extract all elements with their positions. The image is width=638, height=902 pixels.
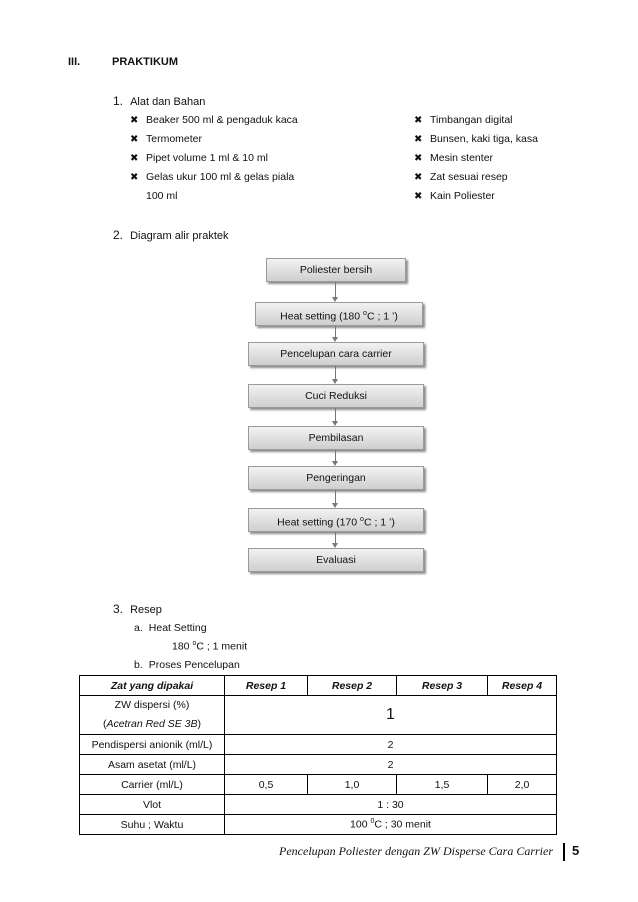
flow-step-poliester-bersih: Poliester bersih bbox=[266, 258, 406, 282]
list-item-continuation: 100 ml bbox=[146, 190, 178, 202]
x-mark-icon: ✖ bbox=[414, 134, 423, 145]
footer-divider bbox=[563, 843, 565, 861]
flow-arrow bbox=[335, 490, 336, 503]
flow-step-pembilasan: Pembilasan bbox=[248, 426, 424, 450]
table-header: Resep 1 bbox=[225, 676, 308, 696]
list-item: ✖ Timbangan digital bbox=[414, 114, 513, 126]
diagram-heading bbox=[113, 228, 229, 242]
table-cell: 1,0 bbox=[308, 775, 397, 795]
diagram-title: Diagram alir praktek bbox=[130, 230, 229, 242]
flow-step-heat-setting-180: Heat setting (180 $^o$C ; 1 ’) bbox=[255, 302, 423, 326]
arrow-down-icon bbox=[332, 337, 338, 342]
x-mark-icon: ✖ bbox=[414, 115, 423, 126]
table-cell: 0,5 bbox=[225, 775, 308, 795]
diagram-number: 2. bbox=[113, 228, 124, 242]
arrow-down-icon bbox=[332, 543, 338, 548]
alat-heading bbox=[113, 94, 205, 108]
table-cell: 1,5 bbox=[397, 775, 488, 795]
x-mark-icon: ✖ bbox=[414, 191, 423, 202]
table-row bbox=[80, 815, 557, 835]
list-item: ✖ Kain Poliester bbox=[414, 190, 495, 202]
table-header: Resep 4 bbox=[488, 676, 557, 696]
table-header: Resep 3 bbox=[397, 676, 488, 696]
table-row bbox=[80, 735, 557, 755]
resep-a-value: 180 $^o$C ; 1 menit bbox=[172, 640, 248, 653]
arrow-down-icon bbox=[332, 503, 338, 508]
table-cell: Asam asetat (ml/L) bbox=[80, 755, 225, 775]
arrow-down-icon bbox=[332, 461, 338, 466]
x-mark-icon: ✖ bbox=[130, 115, 139, 126]
x-mark-icon: ✖ bbox=[414, 153, 423, 164]
resep-title: Resep bbox=[130, 604, 162, 616]
table-cell: 2 bbox=[225, 735, 557, 755]
list-item: ✖ Gelas ukur 100 ml & gelas piala bbox=[130, 171, 295, 183]
table-cell: 1 : 30 bbox=[225, 795, 557, 815]
table-cell: 2 bbox=[225, 755, 557, 775]
table-cell: Suhu ; Waktu bbox=[80, 815, 225, 835]
flow-step-pengeringan: Pengeringan bbox=[248, 466, 424, 490]
flow-arrow bbox=[335, 326, 336, 337]
table-row bbox=[80, 775, 557, 795]
flow-arrow bbox=[335, 366, 336, 379]
resep-heading bbox=[113, 602, 162, 616]
table-row bbox=[80, 795, 557, 815]
table-header-row bbox=[80, 676, 557, 696]
flow-arrow bbox=[335, 408, 336, 421]
table-row bbox=[80, 696, 557, 735]
list-item: ✖ Beaker 500 ml & pengaduk kaca bbox=[130, 114, 298, 126]
table-cell: Pendispersi anionik (ml/L) bbox=[80, 735, 225, 755]
list-item: ✖ Bunsen, kaki tiga, kasa bbox=[414, 133, 538, 145]
flow-step-cuci-reduksi: Cuci Reduksi bbox=[248, 384, 424, 408]
table-row bbox=[80, 755, 557, 775]
table-cell-zw-label: ZW dispersi (%) (Acetran Red SE 3B) bbox=[80, 696, 225, 735]
arrow-down-icon bbox=[332, 297, 338, 302]
alat-title: Alat dan Bahan bbox=[130, 96, 206, 108]
table-cell-zw-value: 1 bbox=[225, 696, 557, 735]
alat-number: 1. bbox=[113, 94, 124, 108]
table-cell: 2,0 bbox=[488, 775, 557, 795]
resep-table bbox=[79, 675, 557, 835]
table-header: Resep 2 bbox=[308, 676, 397, 696]
resep-number: 3. bbox=[113, 602, 124, 616]
resep-b: b. Proses Pencelupan bbox=[134, 659, 240, 671]
arrow-down-icon bbox=[332, 421, 338, 426]
x-mark-icon: ✖ bbox=[414, 172, 423, 183]
footer-text: Pencelupan Poliester dengan ZW Disperse Cara Carrier bbox=[279, 844, 553, 858]
list-item: ✖ Termometer bbox=[130, 133, 203, 145]
resep-a: a. Heat Setting bbox=[134, 622, 207, 634]
section-title: PRAKTIKUM bbox=[112, 56, 178, 68]
page-number: 5 bbox=[572, 843, 580, 858]
table-cell: Vlot bbox=[80, 795, 225, 815]
x-mark-icon: ✖ bbox=[130, 172, 139, 183]
arrow-down-icon bbox=[332, 379, 338, 384]
list-item: ✖ Zat sesuai resep bbox=[414, 171, 508, 183]
table-cell: 100 $^0$C ; 30 menit bbox=[225, 815, 557, 835]
flow-step-evaluasi: Evaluasi bbox=[248, 548, 424, 572]
list-item: ✖ Pipet volume 1 ml & 10 ml bbox=[130, 152, 268, 164]
flow-arrow bbox=[335, 532, 336, 543]
section-number: III. bbox=[68, 56, 81, 68]
x-mark-icon: ✖ bbox=[130, 153, 139, 164]
flow-step-pencelupan: Pencelupan cara carrier bbox=[248, 342, 424, 366]
flow-step-heat-setting-170: Heat setting (170 $^o$C ; 1 ’) bbox=[248, 508, 424, 532]
list-item: ✖ Mesin stenter bbox=[414, 152, 494, 164]
flow-arrow bbox=[335, 450, 336, 461]
flow-arrow bbox=[335, 282, 336, 297]
table-cell: Carrier (ml/L) bbox=[80, 775, 225, 795]
x-mark-icon: ✖ bbox=[130, 134, 139, 145]
table-header: Zat yang dipakai bbox=[80, 676, 225, 696]
